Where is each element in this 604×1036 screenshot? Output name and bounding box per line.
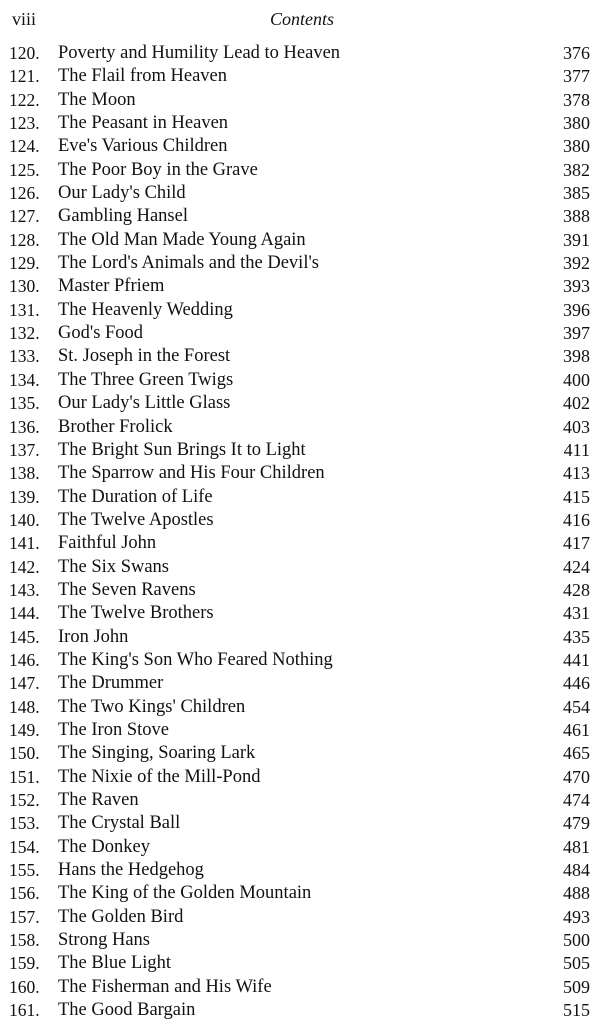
entry-page-number: 481 [563, 836, 590, 857]
entry-number: 161. [9, 1000, 40, 1021]
entry-number: 154. [9, 836, 40, 857]
entry-page-number: 397 [563, 323, 590, 344]
entry-page-number: 474 [563, 790, 590, 810]
entry-page-number: 515 [563, 1000, 590, 1021]
entry-number: 129. [9, 253, 40, 274]
entry-page-number: 411 [563, 439, 590, 460]
contents-entry [0, 229, 604, 252]
entry-title: Brother Frolick [58, 416, 173, 437]
entry-title: God's Food [58, 323, 144, 344]
contents-entry [0, 509, 604, 532]
entry-number: 122. [9, 89, 40, 110]
page-header [0, 6, 604, 32]
entry-title: The Bright Sun Brings It to Light [58, 439, 306, 460]
contents-entry [0, 42, 604, 65]
contents-entry [0, 766, 604, 789]
contents-entry [0, 205, 604, 228]
entry-number: 143. [9, 579, 40, 600]
contents-entry [0, 486, 604, 509]
contents-entry [0, 112, 604, 135]
contents-entry [0, 182, 604, 205]
entry-number: 141. [9, 533, 40, 554]
entry-number: 155. [9, 860, 40, 881]
entry-title: Strong Hans [58, 930, 150, 951]
entry-number: 157. [9, 906, 40, 927]
entry-title: Faithful John [58, 533, 157, 554]
entry-title: The Raven [58, 790, 139, 810]
entry-number: 121. [9, 66, 40, 87]
entry-title: Gambling Hansel [58, 206, 188, 227]
contents-entry [0, 672, 604, 695]
entry-number: 131. [9, 299, 40, 320]
entry-page-number: 479 [563, 813, 590, 834]
entry-page-number: 398 [563, 346, 590, 367]
entry-number: 138. [9, 463, 40, 484]
entry-title: Poverty and Humility Lead to Heaven [58, 43, 341, 63]
entry-page-number: 388 [563, 206, 590, 227]
entry-page-number: 400 [563, 369, 590, 390]
entry-page-number: 402 [563, 393, 590, 414]
entry-page-number: 500 [563, 930, 590, 951]
entry-page-number: 396 [563, 299, 590, 320]
entry-page-number: 413 [563, 463, 590, 484]
entry-number: 135. [9, 393, 40, 414]
contents-entry [0, 952, 604, 975]
entry-number: 127. [9, 206, 40, 227]
entry-number: 159. [9, 953, 40, 974]
entry-title: The Lord's Animals and the Devil's [58, 253, 319, 274]
contents-entry [0, 532, 604, 555]
entry-title: Iron John [58, 626, 129, 647]
entry-number: 148. [9, 696, 40, 717]
contents-entry [0, 322, 604, 345]
entry-page-number: 376 [563, 43, 590, 63]
entry-page-number: 435 [563, 626, 590, 647]
contents-entry [0, 999, 604, 1022]
entry-number: 156. [9, 883, 40, 904]
entry-title: The Crystal Ball [58, 813, 181, 834]
entry-number: 139. [9, 486, 40, 507]
entry-title: The Singing, Soaring Lark [58, 743, 256, 764]
entry-page-number: 509 [563, 976, 590, 997]
entry-number: 133. [9, 346, 40, 367]
entry-title: The Six Swans [58, 556, 169, 577]
entry-number: 124. [9, 136, 40, 157]
entry-page-number: 484 [563, 860, 590, 881]
contents-entry [0, 299, 604, 322]
entry-title: The Three Green Twigs [58, 369, 234, 390]
contents-entry [0, 649, 604, 672]
entry-number: 142. [9, 556, 40, 577]
entry-page-number: 441 [563, 649, 590, 670]
entry-page-number: 417 [563, 533, 590, 554]
entry-title: The Old Man Made Young Again [58, 229, 306, 250]
entry-title: St. Joseph in the Forest [58, 346, 231, 367]
contents-entry [0, 556, 604, 579]
entry-title: The Peasant in Heaven [58, 113, 229, 134]
entry-page-number: 488 [563, 883, 590, 904]
running-head: Contents [269, 9, 334, 29]
entry-page-number: 493 [563, 906, 590, 927]
contents-entry [0, 906, 604, 929]
contents-entry [0, 789, 604, 812]
entry-title: Our Lady's Child [58, 183, 186, 204]
contents-entry [0, 159, 604, 182]
entry-title: The Poor Boy in the Grave [58, 159, 258, 180]
entry-page-number: 403 [563, 416, 590, 437]
contents-entry [0, 439, 604, 462]
entry-title: The Sparrow and His Four Children [58, 463, 325, 484]
contents-entry [0, 859, 604, 882]
entry-number: 137. [9, 439, 40, 460]
entry-number: 130. [9, 276, 40, 297]
contents-entry [0, 65, 604, 88]
entry-page-number: 377 [563, 66, 590, 87]
contents-entry [0, 812, 604, 835]
contents-entry [0, 416, 604, 439]
entry-title: The Fisherman and His Wife [58, 976, 272, 997]
entry-title: The Heavenly Wedding [58, 299, 233, 320]
entry-page-number: 380 [563, 113, 590, 134]
contents-entry [0, 579, 604, 602]
page-number: viii [12, 9, 37, 29]
entry-number: 150. [9, 743, 40, 764]
entry-page-number: 424 [563, 556, 590, 577]
entry-title: The King's Son Who Feared Nothing [58, 649, 333, 670]
contents-list [0, 42, 604, 1022]
contents-entry [0, 836, 604, 859]
entry-title: The Blue Light [58, 953, 172, 974]
contents-entry [0, 345, 604, 368]
entry-page-number: 392 [563, 253, 590, 274]
entry-title: The Twelve Brothers [58, 603, 214, 624]
entry-number: 128. [9, 229, 40, 250]
entry-number: 132. [9, 323, 40, 344]
entry-number: 136. [9, 416, 40, 437]
entry-title: The Donkey [58, 836, 150, 857]
entry-title: The Iron Stove [58, 719, 169, 740]
entry-page-number: 428 [563, 579, 590, 600]
contents-entry [0, 626, 604, 649]
contents-entry [0, 882, 604, 905]
entry-page-number: 380 [563, 136, 590, 157]
entry-page-number: 505 [563, 953, 590, 974]
entry-title: The Good Bargain [58, 1000, 196, 1021]
entry-number: 149. [9, 719, 40, 740]
entry-number: 125. [9, 159, 40, 180]
contents-entry [0, 392, 604, 415]
entry-title: The Golden Bird [58, 906, 184, 927]
entry-number: 120. [9, 43, 40, 63]
contents-entry [0, 252, 604, 275]
contents-entry [0, 135, 604, 158]
entry-number: 126. [9, 183, 40, 204]
entry-number: 145. [9, 626, 40, 647]
contents-entry [0, 976, 604, 999]
entry-page-number: 446 [563, 673, 590, 694]
entry-page-number: 385 [563, 183, 590, 204]
contents-entry [0, 462, 604, 485]
entry-number: 151. [9, 766, 40, 787]
entry-number: 152. [9, 790, 40, 810]
entry-page-number: 461 [563, 719, 590, 740]
entry-title: The Twelve Apostles [58, 509, 214, 530]
contents-entry [0, 742, 604, 765]
entry-number: 140. [9, 509, 40, 530]
entry-title: Hans the Hedgehog [58, 860, 204, 881]
entry-page-number: 393 [563, 276, 590, 297]
entry-page-number: 415 [563, 486, 590, 507]
contents-entry [0, 696, 604, 719]
entry-title: The Moon [58, 89, 136, 110]
entry-title: The Drummer [58, 673, 164, 694]
entry-number: 160. [9, 976, 40, 997]
entry-number: 123. [9, 113, 40, 134]
entry-title: The Seven Ravens [58, 579, 196, 600]
entry-title: Our Lady's Little Glass [58, 393, 231, 414]
contents-entry [0, 602, 604, 625]
contents-entry [0, 275, 604, 298]
contents-entry [0, 719, 604, 742]
entry-title: Master Pfriem [58, 276, 165, 297]
entry-number: 158. [9, 930, 40, 951]
entry-title: The Duration of Life [58, 486, 213, 507]
entry-page-number: 416 [563, 509, 590, 530]
entry-number: 153. [9, 813, 40, 834]
entry-title: The Nixie of the Mill-Pond [58, 766, 261, 787]
entry-page-number: 391 [563, 229, 590, 250]
entry-page-number: 470 [563, 766, 590, 787]
entry-number: 146. [9, 649, 40, 670]
entry-number: 134. [9, 369, 40, 390]
entry-title: The King of the Golden Mountain [58, 883, 312, 904]
entry-page-number: 431 [563, 603, 590, 624]
entry-number: 147. [9, 673, 40, 694]
entry-title: The Two Kings' Children [58, 696, 246, 717]
contents-entry [0, 929, 604, 952]
entry-page-number: 465 [563, 743, 590, 764]
entry-page-number: 382 [563, 159, 590, 180]
entry-title: The Flail from Heaven [58, 66, 228, 87]
entry-page-number: 454 [563, 696, 590, 717]
contents-entry [0, 369, 604, 392]
contents-entry [0, 89, 604, 112]
entry-title: Eve's Various Children [58, 136, 228, 157]
entry-number: 144. [9, 603, 40, 624]
entry-page-number: 378 [563, 89, 590, 110]
